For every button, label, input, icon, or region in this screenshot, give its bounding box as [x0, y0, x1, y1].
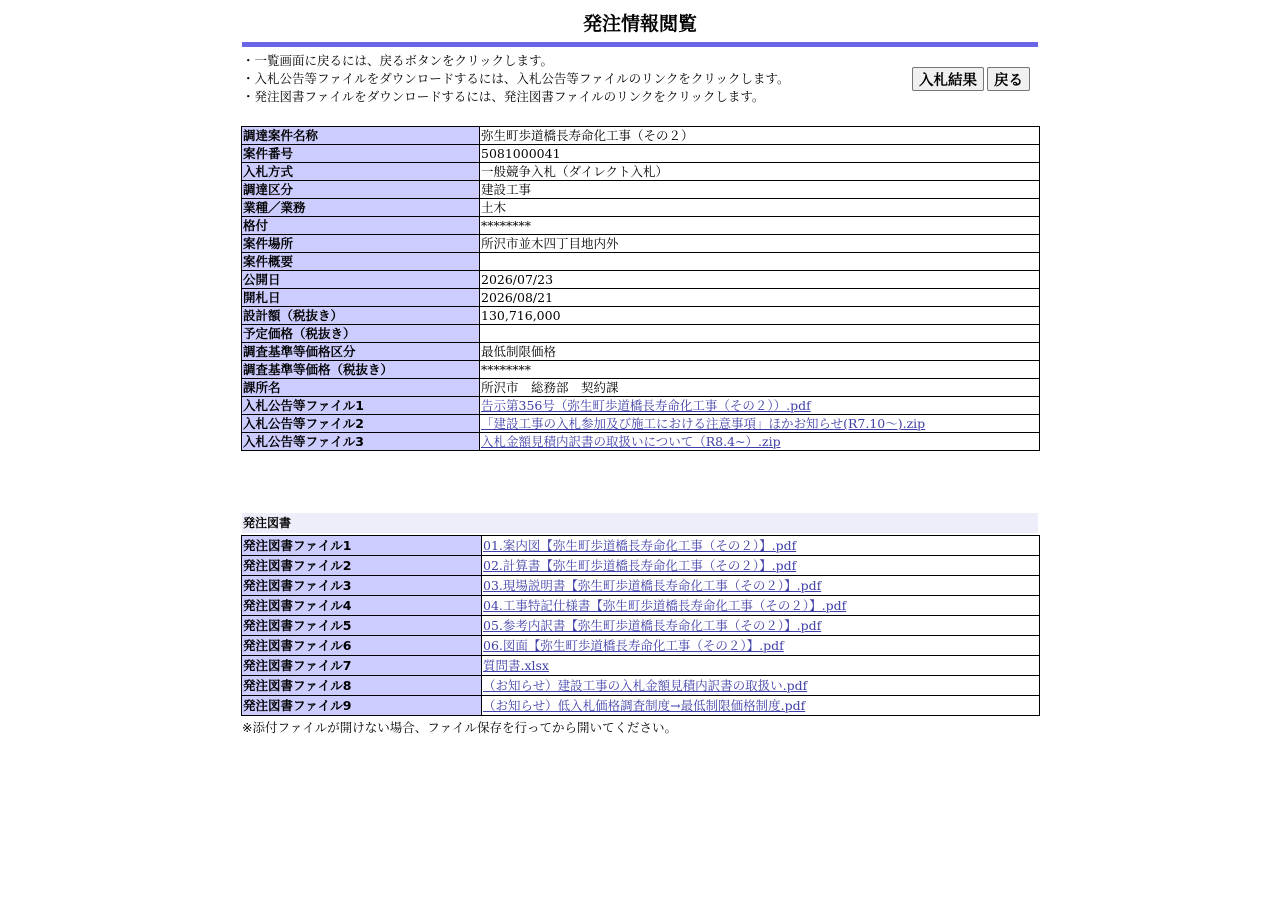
- instruction-line: ・発注図書ファイルをダウンロードするには、発注図書ファイルのリンクをクリックします。: [242, 89, 765, 104]
- table-row: [242, 181, 1040, 199]
- row-label: 発注図書ファイル1: [242, 536, 482, 556]
- table-row: [242, 676, 1040, 696]
- row-label: 公開日: [242, 271, 480, 289]
- table-row: [242, 415, 1040, 433]
- row-value: 130,716,000: [480, 307, 1040, 325]
- row-value: 最低制限価格: [480, 343, 1040, 361]
- table-row: [242, 596, 1040, 616]
- document-file-link[interactable]: 01.案内図【弥生町歩道橋長寿命化工事（その２）】.pdf: [483, 538, 797, 553]
- row-label: 開札日: [242, 289, 480, 307]
- notice-file-link[interactable]: 告示第356号（弥生町歩道橋長寿命化工事（その２））.pdf: [481, 398, 811, 413]
- attachment-note: ※添付ファイルが開けない場合、ファイル保存を行ってから開いてください。: [242, 720, 677, 735]
- row-value: 2026/07/23: [480, 271, 1040, 289]
- document-file-link[interactable]: （お知らせ）建設工事の入札金額見積内訳書の取扱い.pdf: [483, 678, 808, 693]
- table-row: [242, 163, 1040, 181]
- table-row: [242, 636, 1040, 656]
- back-button[interactable]: 戻る: [987, 67, 1030, 91]
- row-label: 入札公告等ファイル3: [242, 433, 480, 451]
- table-row: [242, 253, 1040, 271]
- table-row: [242, 289, 1040, 307]
- table-row: [242, 576, 1040, 596]
- row-label: 設計額（税抜き）: [242, 307, 480, 325]
- table-row: [242, 616, 1040, 636]
- table-row: [242, 536, 1040, 556]
- row-label: 案件概要: [242, 253, 480, 271]
- row-label: 入札方式: [242, 163, 480, 181]
- row-label: 案件番号: [242, 145, 480, 163]
- row-label: 発注図書ファイル7: [242, 656, 482, 676]
- row-label: 発注図書ファイル9: [242, 696, 482, 716]
- row-value: ********: [480, 361, 1040, 379]
- files-section-heading: 発注図書: [242, 513, 1038, 533]
- row-value: ********: [480, 217, 1040, 235]
- row-label: 調査基準等価格（税抜き）: [242, 361, 480, 379]
- row-value: 建設工事: [480, 181, 1040, 199]
- table-row: [242, 379, 1040, 397]
- bid-result-button[interactable]: 入札結果: [912, 67, 984, 91]
- action-buttons: [912, 67, 1030, 91]
- row-value: [480, 253, 1040, 271]
- row-label: 発注図書ファイル5: [242, 616, 482, 636]
- row-label: 調達案件名称: [242, 127, 480, 145]
- table-row: [242, 127, 1040, 145]
- title-divider: [242, 42, 1038, 47]
- row-label: 課所名: [242, 379, 480, 397]
- row-label: 発注図書ファイル2: [242, 556, 482, 576]
- row-value: 2026/08/21: [480, 289, 1040, 307]
- table-row: [242, 361, 1040, 379]
- notice-file-link[interactable]: 「建設工事の入札参加及び施工における注意事項」ほかお知らせ(R7.10～).zip: [481, 416, 926, 431]
- row-value: [480, 325, 1040, 343]
- instruction-line: ・入札公告等ファイルをダウンロードするには、入札公告等ファイルのリンクをクリックします。: [242, 71, 790, 86]
- table-row: [242, 199, 1040, 217]
- instruction-line: ・一覧画面に戻るには、戻るボタンをクリックします。: [242, 53, 554, 68]
- document-file-link[interactable]: 質問書.xlsx: [483, 658, 549, 673]
- table-row: [242, 397, 1040, 415]
- row-value: 所沢市 総務部 契約課: [480, 379, 1040, 397]
- row-label: 発注図書ファイル3: [242, 576, 482, 596]
- page-title: 発注情報閲覧: [582, 13, 697, 35]
- row-value: 所沢市並木四丁目地内外: [480, 235, 1040, 253]
- row-label: 業種／業務: [242, 199, 480, 217]
- document-file-link[interactable]: 06.図面【弥生町歩道橋長寿命化工事（その２）】.pdf: [483, 638, 784, 653]
- table-row: [242, 656, 1040, 676]
- document-file-link[interactable]: 02.計算書【弥生町歩道橋長寿命化工事（その２）】.pdf: [483, 558, 797, 573]
- notice-file-link[interactable]: 入札金額見積内訳書の取扱いについて（R8.4~）.zip: [481, 434, 781, 449]
- table-row: [242, 433, 1040, 451]
- table-row: [242, 235, 1040, 253]
- table-row: [242, 307, 1040, 325]
- row-label: 発注図書ファイル8: [242, 676, 482, 696]
- row-label: 発注図書ファイル4: [242, 596, 482, 616]
- document-file-link[interactable]: 05.参考内訳書【弥生町歩道橋長寿命化工事（その２）】.pdf: [483, 618, 822, 633]
- table-row: [242, 271, 1040, 289]
- procurement-info-table: [241, 126, 1040, 451]
- row-label: 入札公告等ファイル1: [242, 397, 480, 415]
- row-value: 弥生町歩道橋長寿命化工事（その２）: [480, 127, 1040, 145]
- document-file-link[interactable]: 03.現場説明書【弥生町歩道橋長寿命化工事（その２）】.pdf: [483, 578, 822, 593]
- table-row: [242, 696, 1040, 716]
- document-file-link[interactable]: （お知らせ）低入札価格調査制度→最低制限価格制度.pdf: [483, 698, 806, 713]
- row-label: 入札公告等ファイル2: [242, 415, 480, 433]
- row-label: 発注図書ファイル6: [242, 636, 482, 656]
- table-row: [242, 343, 1040, 361]
- row-value: 5081000041: [480, 145, 1040, 163]
- table-row: [242, 217, 1040, 235]
- order-documents-table: [241, 535, 1040, 716]
- row-label: 格付: [242, 217, 480, 235]
- row-label: 予定価格（税抜き）: [242, 325, 480, 343]
- row-value: 土木: [480, 199, 1040, 217]
- table-row: [242, 556, 1040, 576]
- document-file-link[interactable]: 04.工事特記仕様書【弥生町歩道橋長寿命化工事（その２）】.pdf: [483, 598, 847, 613]
- row-value: 一般競争入札（ダイレクト入札）: [480, 163, 1040, 181]
- instructions: [242, 52, 882, 106]
- table-row: [242, 145, 1040, 163]
- row-label: 案件場所: [242, 235, 480, 253]
- row-label: 調査基準等価格区分: [242, 343, 480, 361]
- row-label: 調達区分: [242, 181, 480, 199]
- table-row: [242, 325, 1040, 343]
